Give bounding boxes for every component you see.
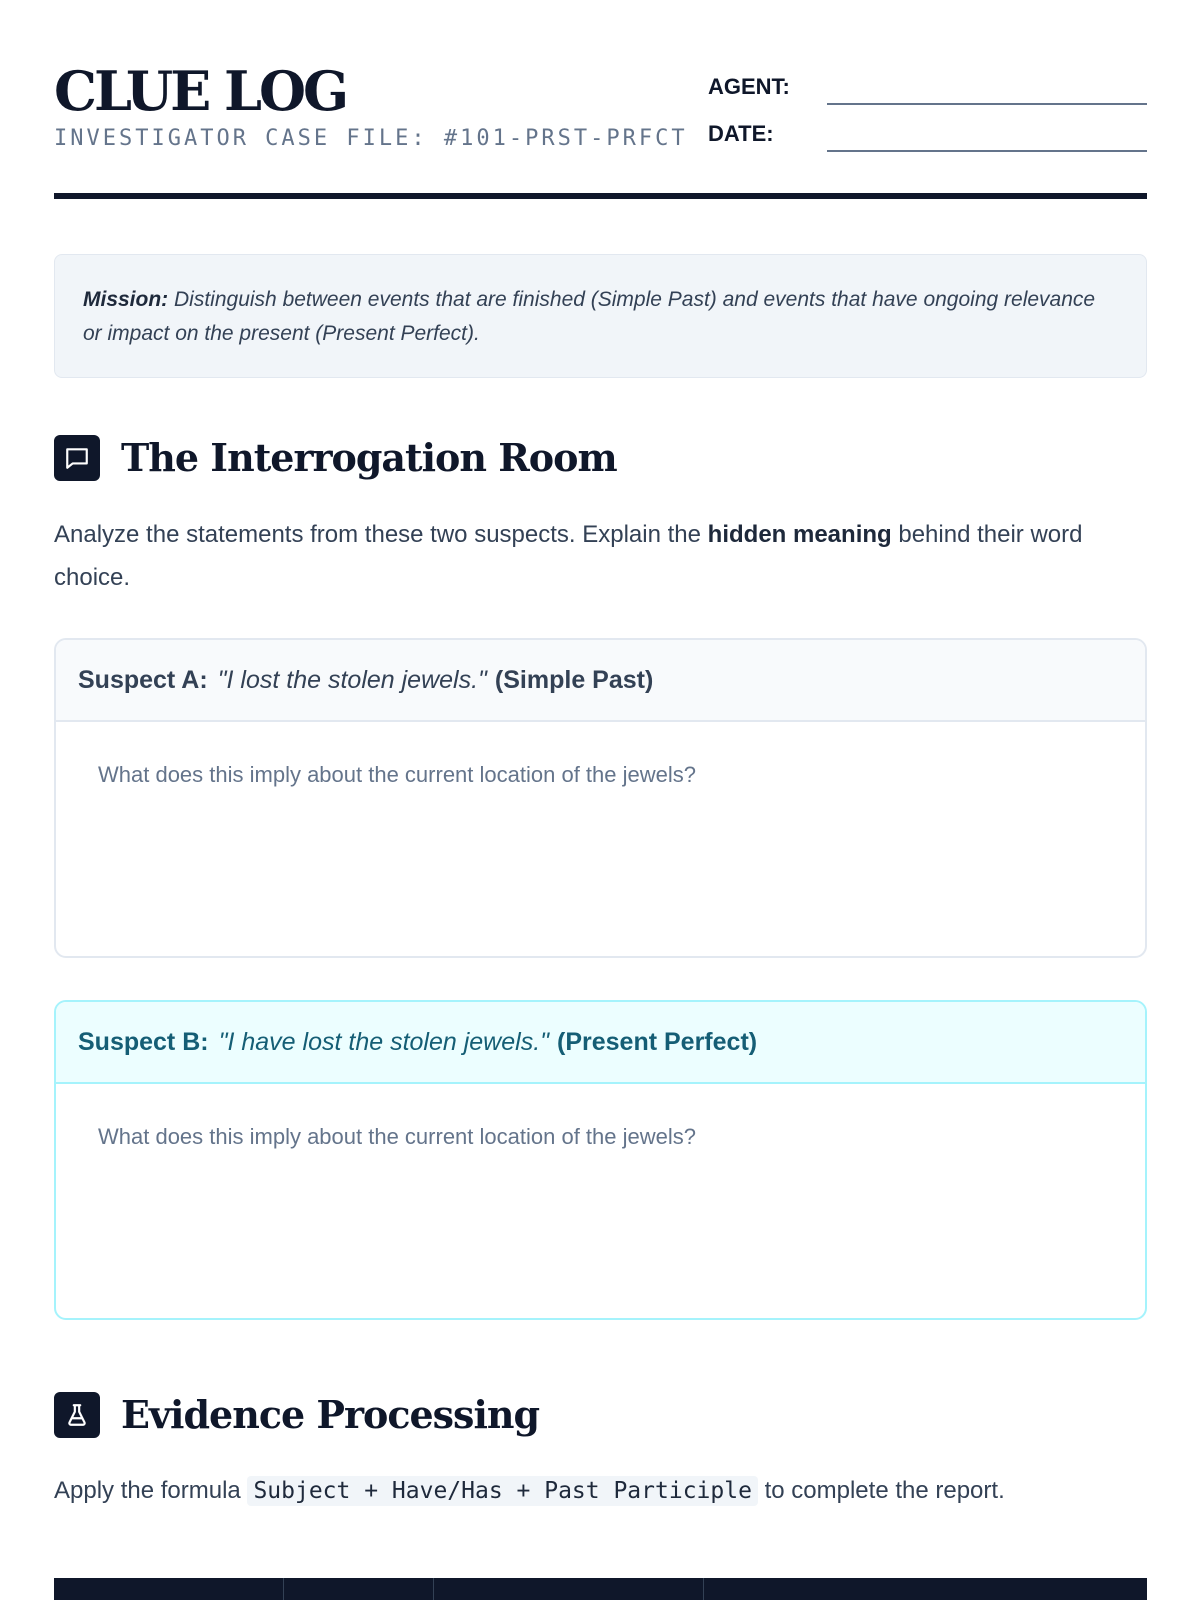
suspect-label: Suspect B: xyxy=(78,1027,209,1056)
table-header-cell xyxy=(434,1578,704,1600)
mission-box xyxy=(54,254,1147,378)
suspect-b-header xyxy=(56,1002,1145,1084)
page-title: CLUE LOG xyxy=(54,59,347,123)
tense-label: (Simple Past) xyxy=(494,665,654,694)
suspect-label: Suspect A: xyxy=(78,665,208,694)
date-label: DATE: xyxy=(708,121,774,146)
formula-code: Subject + Have/Has + Past Participle xyxy=(247,1476,758,1506)
evidence-intro xyxy=(54,1469,1147,1513)
suspect-a-answer-area[interactable]: What does this imply about the current location of the jewels? xyxy=(98,762,696,787)
table-header-cell xyxy=(54,1578,284,1600)
intro-text-end: to complete the report. xyxy=(757,1477,1005,1504)
mission-text: Distinguish between events that are finished (Simple Past) and events that have ongoing relevance or impact on the present (Present Perfect). xyxy=(83,288,1096,345)
table-header-cell xyxy=(284,1578,434,1600)
section-title: Evidence Processing xyxy=(121,1392,540,1437)
agent-label: AGENT: xyxy=(708,74,790,99)
mission-label: Mission: xyxy=(83,288,169,311)
suspect-quote: "I have lost the stolen jewels." xyxy=(218,1027,550,1056)
date-field[interactable] xyxy=(827,150,1147,152)
table-header-cell xyxy=(704,1578,1147,1600)
intro-text-end: behind their word choice. xyxy=(54,521,1083,591)
interrogation-intro xyxy=(54,513,1147,599)
suspect-b-card xyxy=(54,1000,1147,1320)
interrogation-heading xyxy=(54,435,1147,483)
section-title: The Interrogation Room xyxy=(121,435,617,480)
header xyxy=(54,58,1147,200)
worksheet-page xyxy=(54,0,1147,1600)
suspect-a-card xyxy=(54,638,1147,958)
suspect-a-header xyxy=(56,640,1145,722)
intro-text: Analyze the statements from these two suspects. Explain the xyxy=(54,521,708,548)
tense-label: (Present Perfect) xyxy=(557,1027,758,1056)
suspect-b-answer-area[interactable]: What does this imply about the current location of the jewels? xyxy=(98,1124,696,1149)
intro-text: Apply the formula xyxy=(54,1477,248,1504)
evidence-table-header xyxy=(54,1578,1147,1600)
suspect-quote: "I lost the stolen jewels." xyxy=(217,665,487,694)
intro-emphasis: hidden meaning xyxy=(707,521,892,548)
case-file-number: INVESTIGATOR CASE FILE: #101-PRST-PRFCT xyxy=(54,126,688,151)
speech-bubble-icon xyxy=(54,435,100,481)
agent-field[interactable] xyxy=(827,103,1147,105)
flask-icon xyxy=(54,1392,100,1438)
header-divider xyxy=(54,193,1147,199)
evidence-heading xyxy=(54,1392,1147,1440)
